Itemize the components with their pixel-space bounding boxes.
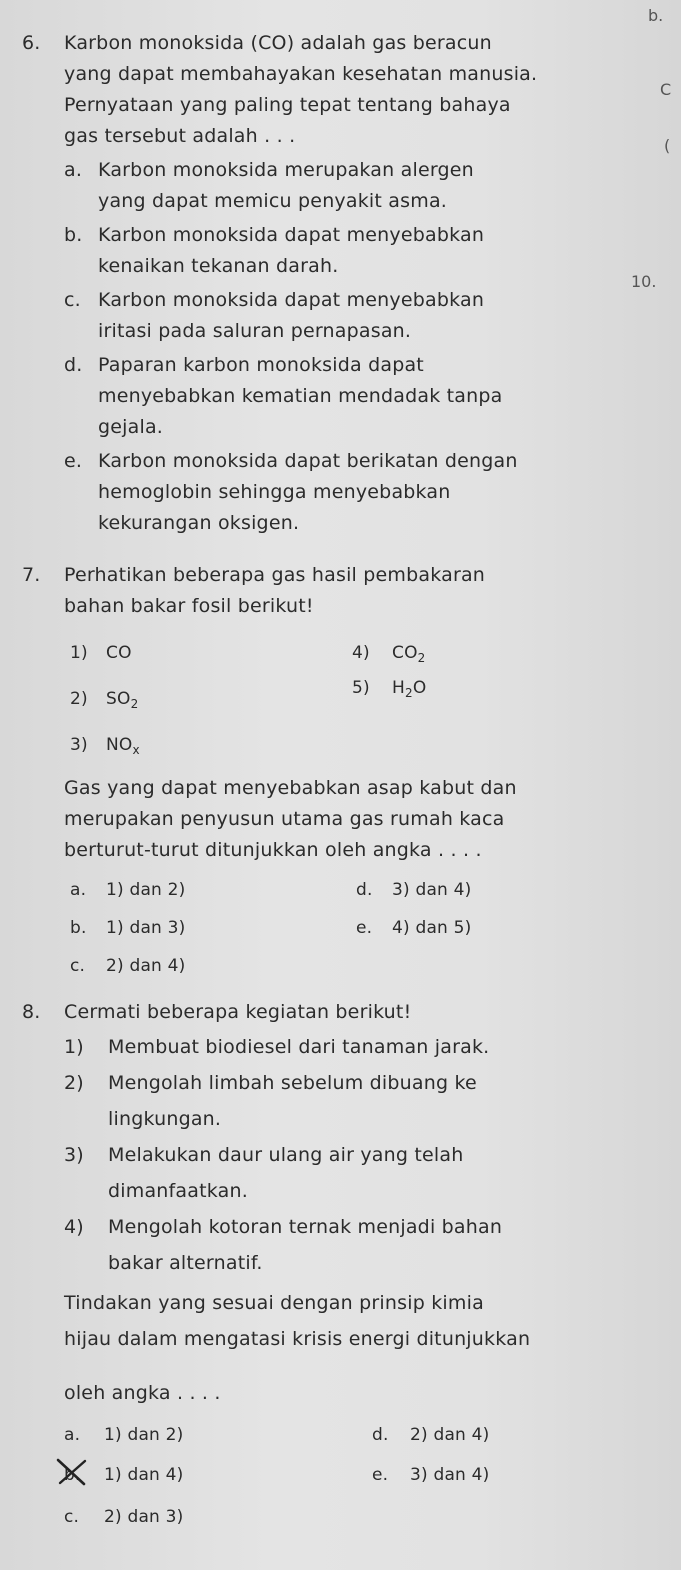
q7-item-1-formula: CO xyxy=(106,643,132,663)
q7-option-a: 1) dan 2) xyxy=(106,880,186,900)
q7-option-d: 3) dan 4) xyxy=(392,880,472,900)
q6-option-e-line2: hemoglobin sehingga menyebabkan xyxy=(98,481,451,503)
q8-option-e-label: e. xyxy=(372,1465,389,1485)
q8-option-e: 3) dan 4) xyxy=(410,1465,490,1485)
q6-option-b-line2: kenaikan tekanan darah. xyxy=(98,255,339,277)
q6-option-b-line1: Karbon monoksida dapat menyebabkan xyxy=(98,224,485,246)
q8-item-4-line1: Mengolah kotoran ternak menjadi bahan xyxy=(108,1216,503,1238)
q8-question-line1: Tindakan yang sesuai dengan prinsip kimia xyxy=(64,1292,484,1314)
margin-letter-b: b. xyxy=(648,6,664,25)
q7-option-b: 1) dan 3) xyxy=(106,918,186,938)
q7-option-e-label: e. xyxy=(356,918,373,938)
q6-option-c-label: c. xyxy=(64,289,81,311)
q7-item-4-number: 4) xyxy=(352,643,370,663)
q6-stem-line4: gas tersebut adalah . . . xyxy=(64,125,296,147)
q7-item-3-number: 3) xyxy=(70,735,88,755)
q8-item-2-number: 2) xyxy=(64,1072,84,1094)
q7-option-c: 2) dan 4) xyxy=(106,956,186,976)
q7-question-line1: Gas yang dapat menyebabkan asap kabut dan xyxy=(64,777,517,799)
margin-mark: ( xyxy=(664,136,671,155)
q6-stem-line2: yang dapat membahayakan kesehatan manusia. xyxy=(64,63,538,85)
q8-option-c-label: c. xyxy=(64,1507,80,1527)
q7-item-5-formula: $H_2O$ xyxy=(392,678,427,700)
q8-item-3-line1: Melakukan daur ulang air yang telah xyxy=(108,1144,464,1166)
q6-number: 6. xyxy=(22,32,41,54)
q7-item-3-formula: $NO_x$ xyxy=(106,735,140,757)
q8-option-b: 1) dan 4) xyxy=(104,1465,184,1485)
q8-option-d: 2) dan 4) xyxy=(410,1425,490,1445)
q8-option-a: 1) dan 2) xyxy=(104,1425,184,1445)
q7-item-1-number: 1) xyxy=(70,643,88,663)
margin-number-10: 10. xyxy=(631,272,657,291)
q6-option-e-label: e. xyxy=(64,450,83,472)
q8-item-2-line2: lingkungan. xyxy=(108,1108,222,1130)
q6-option-d-line3: gejala. xyxy=(98,416,164,438)
q6-option-e-line3: kekurangan oksigen. xyxy=(98,512,300,534)
q6-option-d-label: d. xyxy=(64,354,83,376)
q8-option-a-label: a. xyxy=(64,1425,81,1445)
q7-stem-line2: bahan bakar fosil berikut! xyxy=(64,595,314,617)
q8-option-c: 2) dan 3) xyxy=(104,1507,184,1527)
q7-stem-line1: Perhatikan beberapa gas hasil pembakaran xyxy=(64,564,486,586)
q7-option-b-label: b. xyxy=(70,918,87,938)
q6-option-d-line1: Paparan karbon monoksida dapat xyxy=(98,354,424,376)
q6-option-b-label: b. xyxy=(64,224,83,246)
handwritten-x-mark xyxy=(54,1456,90,1488)
q7-option-e: 4) dan 5) xyxy=(392,918,472,938)
q7-item-2-number: 2) xyxy=(70,689,88,709)
q7-question-line2: merupakan penyusun utama gas rumah kaca xyxy=(64,808,505,830)
q7-item-2-formula: $SO_2$ xyxy=(106,689,139,711)
q8-item-4-line2: bakar alternatif. xyxy=(108,1252,263,1274)
q6-option-a-label: a. xyxy=(64,159,83,181)
q8-question-line2: hijau dalam mengatasi krisis energi ditunjukkan xyxy=(64,1328,531,1350)
q7-question-line3: berturut-turut ditunjukkan oleh angka . . . . xyxy=(64,839,482,861)
q7-item-4-formula: $CO_2$ xyxy=(392,643,426,665)
q7-number: 7. xyxy=(22,564,41,586)
q6-option-a-line2: yang dapat memicu penyakit asma. xyxy=(98,190,448,212)
q6-option-c-line2: iritasi pada saluran pernapasan. xyxy=(98,320,412,342)
q8-item-1-number: 1) xyxy=(64,1036,84,1058)
q8-question-line3: oleh angka . . . . xyxy=(64,1382,221,1404)
q8-item-1: Membuat biodiesel dari tanaman jarak. xyxy=(108,1036,490,1058)
q6-stem-line3: Pernyataan yang paling tepat tentang bahaya xyxy=(64,94,511,116)
q6-option-e-line1: Karbon monoksida dapat berikatan dengan xyxy=(98,450,518,472)
q8-option-d-label: d. xyxy=(372,1425,389,1445)
q8-number: 8. xyxy=(22,1001,41,1023)
q7-item-5-number: 5) xyxy=(352,678,370,698)
q6-option-a-line1: Karbon monoksida merupakan alergen xyxy=(98,159,474,181)
q7-option-c-label: c. xyxy=(70,956,86,976)
q6-stem-line1: Karbon monoksida (CO) adalah gas beracun xyxy=(64,32,492,54)
q7-option-a-label: a. xyxy=(70,880,87,900)
q8-item-4-number: 4) xyxy=(64,1216,84,1238)
margin-letter-c: C xyxy=(660,80,672,99)
q7-option-d-label: d. xyxy=(356,880,373,900)
q8-stem: Cermati beberapa kegiatan berikut! xyxy=(64,1001,412,1023)
q8-item-2-line1: Mengolah limbah sebelum dibuang ke xyxy=(108,1072,477,1094)
q6-option-c-line1: Karbon monoksida dapat menyebabkan xyxy=(98,289,485,311)
q8-item-3-line2: dimanfaatkan. xyxy=(108,1180,248,1202)
q6-option-d-line2: menyebabkan kematian mendadak tanpa xyxy=(98,385,503,407)
q8-option-b-label: b. xyxy=(64,1465,81,1485)
q8-item-3-number: 3) xyxy=(64,1144,84,1166)
